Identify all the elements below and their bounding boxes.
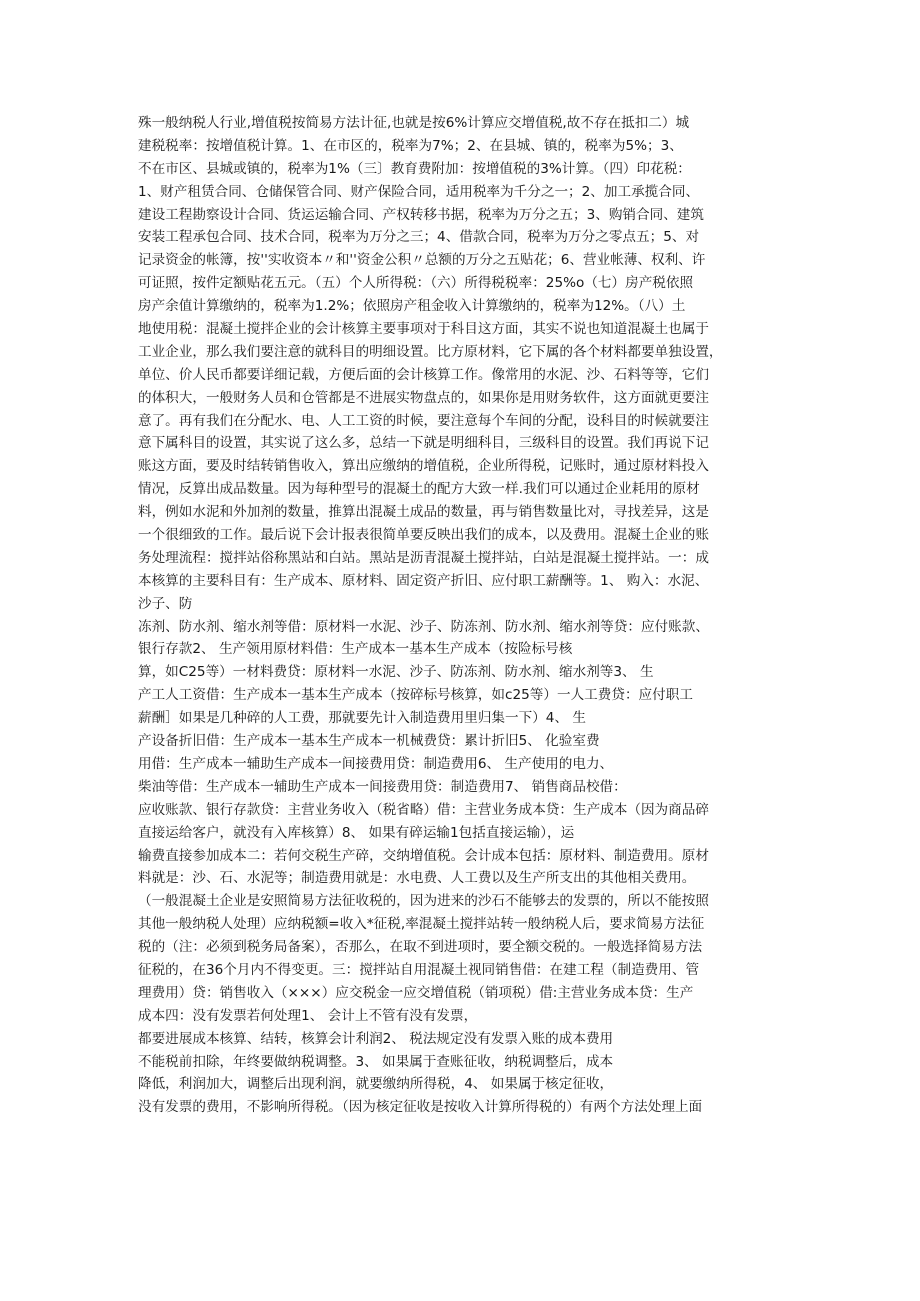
text-line: 没有发票的费用，不影响所得税。（因为核定征收是按收入计算所得税的）有两个方法处理上面 (138, 1099, 703, 1116)
text-line: 直接运给客户，就没有入库核算）8、 如果有碎运输1包括直接运输），运 (138, 824, 575, 841)
text-line: 工业企业，那么我们要注意的就科目的明细设置。比方原材料，它下属的各个材料都要单独设置， (138, 343, 723, 360)
text-line: 账这方面，要及时结转销售收入，算出应缴纳的增值税，企业所得税，记账时，通过原材料投入 (138, 458, 709, 475)
text-line: 沙子、防 (138, 595, 193, 612)
text-line: 理费用）贷：销售收入（×××）应交税金一应交增值税（销项税）借:主营业务成本贷：生产 (138, 984, 694, 1001)
text-line: 税的（注：必须到税务局备案），否那么，在取不到进项时，要全额交税的。一般选择简易方法 (138, 939, 703, 956)
text-line: 应收账款、银行存款贷：主营业务收入（税省略）借：主营业务成本贷：生产成本（因为商品碎 (138, 801, 709, 818)
text-line: 输费直接参加成本二：若何交税生产碎，交纳增值税。会计成本包括：原材料、制造费用。原材 (138, 847, 709, 864)
text-line: 降低，利润加大，调整后出现利润，就要缴纳所得税，4、 如果属于核定征收， (138, 1076, 614, 1093)
text-line: 成本四：没有发票若何处理1、 会计上不管有没有发票， (138, 1007, 478, 1024)
text-line: 情况，反算出成品数量。因为每种型号的混凝土的配方大致一样.我们可以通过企业耗用的原材 (138, 481, 700, 498)
text-line: 意下属科目的设置，其实说了这么多，总结一下就是明细科目，三级科目的设置。我们再说下记 (138, 435, 709, 452)
text-line: 产工人工资借：生产成本一基本生产成本（按碎标号核算，如c25等）一人工费贷：应付职工 (138, 687, 693, 704)
text-line: 料就是：沙、石、水泥等；制造费用就是：水电费、人工费以及生产所支出的其他相关费用。 (138, 870, 696, 887)
text-line: 地使用税：混凝土搅拌企业的会计核算主要事项对于科目这方面，其实不说也知道混凝土也属于 (138, 321, 709, 338)
text-line: 料，例如水泥和外加剂的数量，推算出混凝土成品的数量，再与销售数量比对，寻找差异，这是 (138, 504, 709, 521)
text-line: 冻剂、防水剂、缩水剂等借：原材料一水泥、沙子、防冻剂、防水剂、缩水剂等贷：应付账款、 (138, 618, 709, 635)
text-line: 银行存款2、 生产领用原材料借：生产成本一基本生产成本（按险标号核 (138, 641, 573, 658)
text-line: 征税的，在36个月内不得变更。三：搅拌站自用混凝土视同销售借：在建工程（制造费用、管 (138, 961, 700, 978)
text-line: 不在市区、县城或镇的，税率为1%（三〕教育费附加：按增值税的3%计算。（四）印花税： (138, 160, 691, 177)
text-line: 不能税前扣除，年终要做纳税调整。3、 如果属于查账征收，纳税调整后，成本 (138, 1053, 614, 1070)
text-line: 产设备折旧借：生产成本一基本生产成本一机械费贷：累计折旧5、 化验室费 (138, 733, 600, 750)
text-line: 1、财产租赁合同、仓储保管合同、财产保险合同，适用税率为千分之一；2、加工承揽合同、 (138, 183, 700, 200)
text-line: 薪酬］如果是几种碎的人工费，那就要先计入制造费用里归集一下）4、 生 (138, 710, 586, 727)
text-line: 一个很细致的工作。最后说下会计报表很简单要反映出我们的成本，以及费用。混凝土企业的账 (138, 527, 709, 544)
text-line: （一般混凝土企业是安照简易方法征收税的，因为进来的沙石不能够去的发票的，所以不能按照 (138, 893, 709, 910)
text-line: 建设工程勘察设计合同、货运运输合同、产权转移书据，税率为万分之五；3、购销合同、建筑 (138, 206, 704, 223)
text-line: 单位、价人民币都要详细记载，方便后面的会计核算工作。像常用的水泥、沙、石料等等，它们 (138, 366, 709, 383)
text-line: 算，如C25等）一材料费贷：原材料一水泥、沙子、防冻剂、防水剂、缩水剂等3、 生 (138, 664, 654, 681)
text-line: 记录资金的帐簿，按''实收资本〃和''资金公积〃总额的万分之五贴花；6、营业帐薄、权利、许 (138, 252, 706, 269)
text-line: 柴油等借：生产成本一辅助生产成本一间接费用贷：制造费用7、 销售商品校借： (138, 778, 627, 795)
text-line: 房产余值计算缴纳的，税率为1.2%；依照房产租金收入计算缴纳的，税率为12%。（八）土 (138, 298, 686, 315)
text-line: 都要进展成本核算、结转，核算会计利润2、 税法规定没有发票入账的成本费用 (138, 1030, 614, 1047)
text-line: 的体积大，一般财务人员和仓管都是不进展实物盘点的，如果你是用财务软件，这方面就更要注 (138, 389, 709, 406)
text-line: 用借：生产成本一辅助生产成本一间接费用贷：制造费用6、 生产使用的电力、 (138, 755, 614, 772)
text-line: 其他一般纳税人处理）应纳税额=收入*征税,率混凝土搅拌站转一般纳税人后，要求简易方法征 (138, 916, 705, 933)
text-line: 可证照，按件定额贴花五元。（五）个人所得税：（六）所得税税率：25%o（七）房产税依照 (138, 275, 694, 292)
text-line: 安装工程承包合同、技术合同，税率为万分之三；4、借款合同，税率为万分之零点五；5、对 (138, 229, 700, 246)
text-line: 殊一般纳税人行业,增值税按简易方法计征,也就是按6%计算应交增值税,故不存在抵扣二）城 (138, 115, 690, 131)
body-text (138, 112, 798, 1119)
text-line: 务处理流程：搅拌站俗称黑站和白站。黑站是沥青混凝土搅拌站，白站是混凝土搅拌站。一：成 (138, 549, 709, 566)
text-line: 意了。再有我们在分配水、电、人工工资的时候，要注意每个车间的分配，设科目的时候就要注 (138, 412, 709, 429)
text-line: 建税税率：按增值税计算。1、在市区的，税率为7%；2、在县城、镇的，税率为5%；3、 (138, 137, 683, 154)
text-line: 本核算的主要科目有：生产成本、原材料、固定资产折旧、应付职工薪酬等。1、 购入：水泥、 (138, 572, 709, 589)
